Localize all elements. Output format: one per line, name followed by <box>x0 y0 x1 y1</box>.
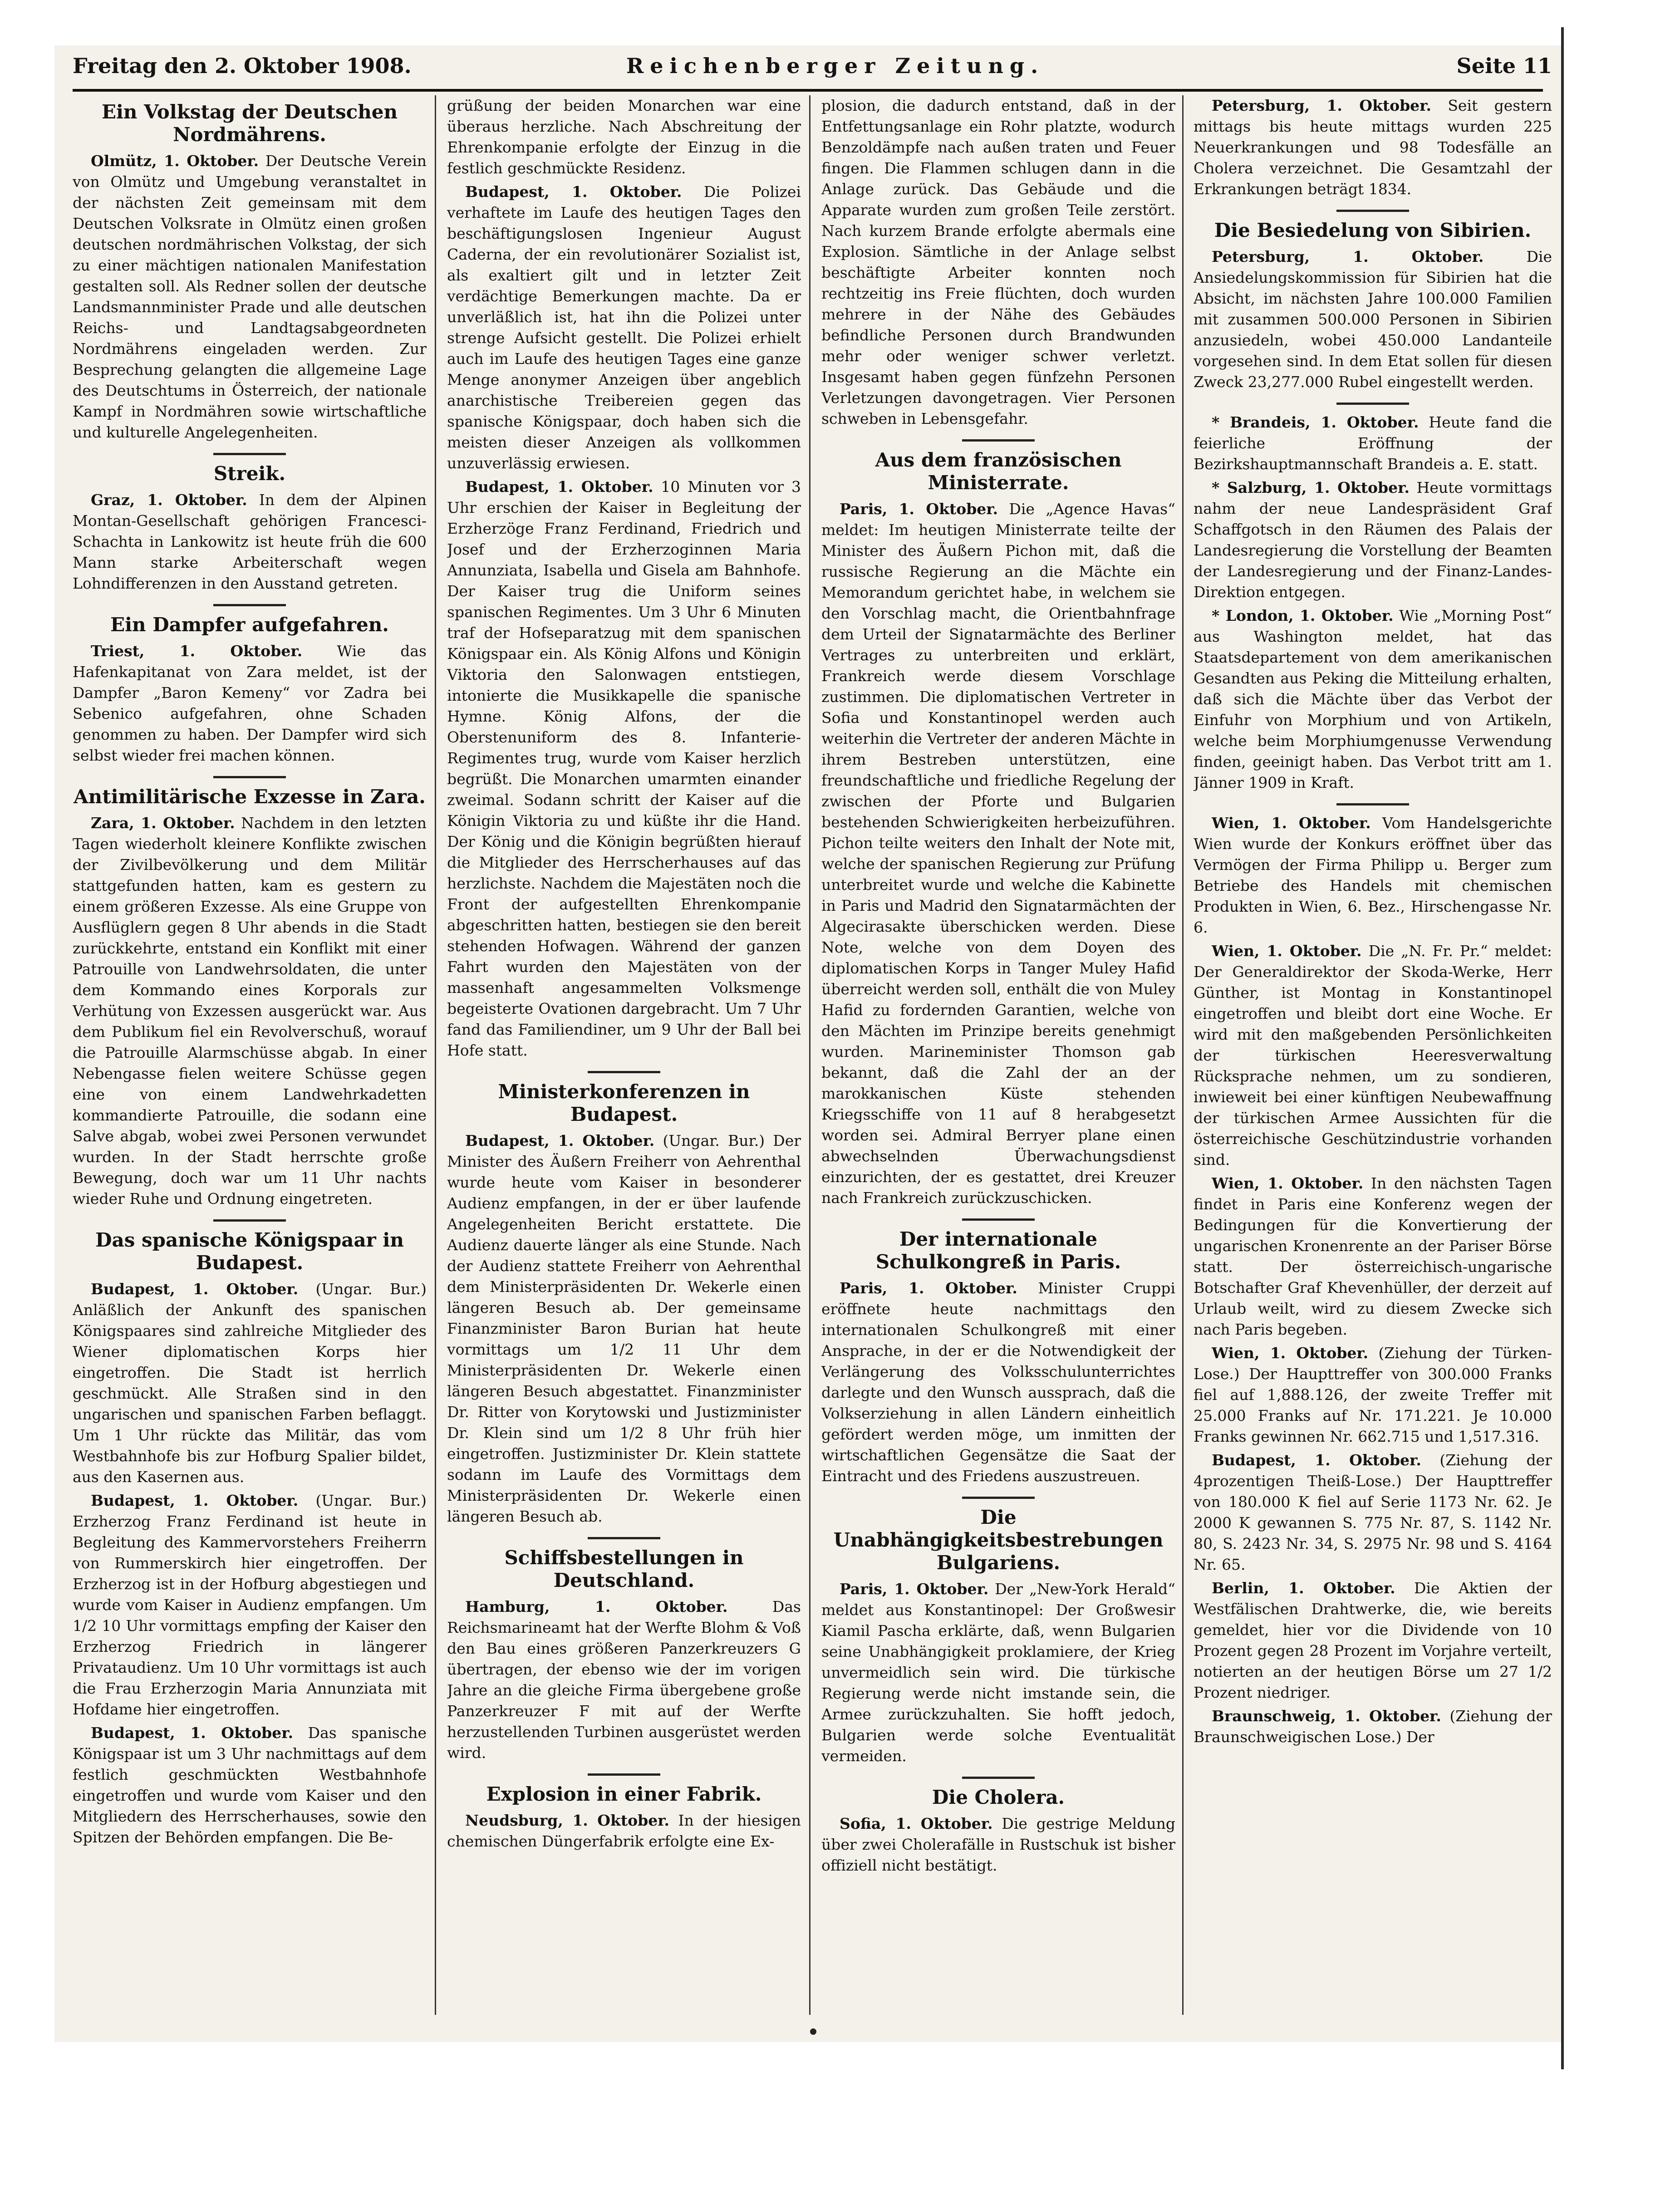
divider <box>588 1537 660 1539</box>
article-text: Die „N. Fr. Pr.“ meldet: Der Generaldirektor der Skoda-Werke, Herr Günther, ist Montag in Konstantinopel eingetroffen und bleibt dort eine Woche. Er wird mit den maßgebenden Persönlichkeiten der türkischen Heeresverwaltung Rücksprache nehmen, um zu sondieren, inwieweit bei einer künftigen Neubewaffnung der türkischen Armee Aussichten für die österreichische Geschützindustrie vorhanden sind. <box>1194 942 1552 1169</box>
dateline: * Salzburg, 1. Oktober. <box>1212 479 1410 496</box>
column-1 <box>73 95 427 2015</box>
article-title: Antimilitärische Exzesse in Zara. <box>74 786 426 808</box>
dateline: Budapest, 1. Oktober. <box>465 183 682 201</box>
article-text: Die Polizei verhaftete im Laufe des heutigen Tages den beschäftigungslosen Ingenieur August Caderna, der ein revolutionärer Sozialist ist, als exaltiert gilt und in letzter Zeit verdächtige Bemerkungen machte. Da er unverläßlich ist, hat ihn die Polizei unter strenge Aufsicht gestellt. Die Polizei erhielt auch im Laufe des heutigen Tages eine ganze Menge anonymer Anzeigen über angeblich anarchistische Treibereien gegen das spanische Königspaar, doch haben sich die meisten dieser Anzeigen als vollkommen unzuverlässig erwiesen. <box>447 183 801 472</box>
article-text: (Ziehung der Türken-Lose.) Der Haupttreffer von 300.000 Franks fiel auf 1,888.126, der zweite Treffer mit 25.000 Franks auf Nr. 171.221. Je 10.000 Franks gewinnen Nr. 662.715 und 1,517.316. <box>1194 1344 1552 1445</box>
divider <box>962 439 1035 442</box>
dateline: Paris, 1. Oktober. <box>840 500 998 518</box>
column-rule <box>1182 95 1184 2015</box>
divider <box>962 1777 1035 1779</box>
dateline: Budapest, 1. Oktober. <box>91 1492 299 1509</box>
dateline: Petersburg, 1. Oktober. <box>1212 97 1431 114</box>
header-rule <box>73 89 1543 92</box>
article-text: (Ungar. Bur.) Erzherzog Franz Ferdinand ist heute in Begleitung des Kammervorstehers Freiherrn von Rummerskirch hier eingetroffen. Der Erzherzog ist in der Hofburg abgestiegen und wurde vom Kaiser in Audienz empfangen. Um 1/2 10 Uhr vormittags empfing der Kaiser den Erzherzog Friedrich in längerer Privataudienz. Um 10 Uhr vormittags ist auch die Frau Erzherzogin Maria Annunziata mit Hofdame hier eingetroffen. <box>73 1492 427 1718</box>
divider <box>1336 210 1409 212</box>
dateline: Neudsburg, 1. Oktober. <box>465 1812 670 1829</box>
article-text: Heute vormittags nahm der neue Landespräsident Graf Schaffgotsch in den Räumen des Palais der Landesregierung die Vorstellung der Beamten der Landesregierung und der Finanz-Landes-Direktion entgegen. <box>1194 479 1552 601</box>
dateline: Sofia, 1. Oktober. <box>840 1815 993 1832</box>
article-text: Die gestrige Meldung über zwei Cholerafälle in Rustschuk ist bisher offiziell nicht bestätigt. <box>821 1815 1175 1874</box>
article-text: Heute fand die feierliche Eröffnung der Bezirkshauptmannschaft Brandeis a. E. statt. <box>1194 413 1552 473</box>
article-text: Der Deutsche Verein von Olmütz und Umgebung veranstaltet in der nächsten Zeit gemeinsam mit dem Deutschen Volksrate in Olmütz einen großen deutschen nordmährischen Volkstag, der sich zu einer mächtigen nationalen Manifestation gestalten soll. Als Redner sollen der deutsche Landsmannminister Prade und alle deutschen Reichs- und Landtagsabgeordneten Nordmährens eingeladen werden. Zur Besprechung gelangten die allgemeine Lage des Deutschtums in Österreich, der nationale Kampf in Nordmähren sowie wirtschaftliche und kulturelle Angelegenheiten. <box>73 152 427 441</box>
article-text: Seit gestern mittags bis heute mittags wurden 225 Neuerkrankungen und 98 Todesfälle an Cholera verzeichnet. Die Gesamtzahl der Erkrankungen beträgt 1834. <box>1194 97 1552 198</box>
article-text: 10 Minuten vor 3 Uhr erschien der Kaiser in Begleitung der Erzherzöge Franz Ferdinand, Friedrich und Josef und der Erzherzoginnen Maria Annunziata, Isabella und Gisela am Bahnhofe. Der Kaiser trug die Uniform seines spanischen Regimentes. Um 3 Uhr 6 Minuten traf der Hofseparatzug mit dem spanischen Königspaar ein. Als König Alfons und Königin Viktoria den Salonwagen entstiegen, intonierte die Musikkapelle die spanische Hymne. König Alfons, der die Oberstenuniform des 8. Infanterie-Regimentes trug, wurde vom Kaiser herzlich begrüßt. Die Monarchen umarmten einander zweimal. Sodann schritt der Kaiser auf die Königin Viktoria zu und küßte ihr die Hand. Der König und die Königin begrüßten hierauf die Mitglieder des Herrscherhauses auf das herzlichste. Nachdem die Majestäten noch die Front der aufgestellten Ehrenkompanie abgeschritten hatten, bestiegen sie den bereit stehenden Hofwagen. Während der ganzen Fahrt wurden den Majestäten von der massenhaft angesammelten Volksmenge begeisterte Ovationen dargebracht. Um 7 Uhr fand das Familiendiner, um 9 Uhr der Ball bei Hofe statt. <box>447 478 801 1059</box>
column-rule <box>809 95 811 2015</box>
dateline: Braunschweig, 1. Oktober. <box>1212 1707 1441 1725</box>
article-text: Der „New-York Herald“ meldet aus Konstantinopel: Der Großwesir Kiamil Pascha erklärte, daß, wenn Bulgarien seine Unabhängigkeit proklamiere, der Krieg unvermeidlich sein wird. Die türkische Regierung werde nicht imstande sein, die Armee zurückzuhalten. Sie hofft jedoch, Bulgarien werde solche Eventualität vermeiden. <box>821 1580 1175 1765</box>
dateline: * London, 1. Oktober. <box>1212 607 1394 624</box>
article-title: Ministerkonferenzen in Budapest. <box>498 1080 750 1125</box>
divider <box>213 453 286 455</box>
article-title: Ein Dampfer aufgefahren. <box>110 614 389 636</box>
dateline: Berlin, 1. Oktober. <box>1212 1579 1395 1597</box>
dateline: Wien, 1. Oktober. <box>1212 1174 1364 1192</box>
divider <box>962 1218 1035 1221</box>
dateline: Olmütz, 1. Oktober. <box>91 152 259 170</box>
article-title: Die Cholera. <box>932 1786 1065 1808</box>
article-text: (Ziehung der Braunschweigischen Lose.) Der <box>1194 1707 1552 1746</box>
dateline: Wien, 1. Oktober. <box>1212 942 1362 960</box>
dateline: Paris, 1. Oktober. <box>840 1279 1017 1297</box>
dateline: Budapest, 1. Oktober. <box>1212 1451 1421 1469</box>
divider <box>1336 403 1409 405</box>
article-text: (Ungar. Bur.) Der Minister des Äußern Freiherr von Aehrenthal wurde heute vom Kaiser in besonderer Audienz empfangen, in der er über laufende Angelegenheiten Bericht erstattete. Die Audienz dauerte länger als eine Stunde. Nach der Audienz stattete Freiherr von Aehrenthal dem Ministerpräsidenten Dr. Wekerle einen längeren Besuch ab. Der gemeinsame Finanzminister Baron Burian hat heute vormittags um 1/2 11 Uhr dem Ministerpräsidenten Dr. Wekerle einen längeren Besuch abgestattet. Finanzminister Dr. Ritter von Korytowski und Justizminister Dr. Klein sind um 1/2 8 Uhr früh hier eingetroffen. Justizminister Dr. Klein stattete sodann im Laufe des Vormittags dem Ministerpräsidenten Dr. Wekerle einen längeren Besuch ab. <box>447 1132 801 1525</box>
article-title: Schiffsbestellungen in Deutschland. <box>504 1547 744 1591</box>
column-2 <box>447 95 801 2015</box>
dateline: Budapest, 1. Oktober. <box>91 1280 299 1298</box>
article-title: Das spanische Königspaar in Budapest. <box>95 1229 404 1274</box>
page-header <box>73 54 1570 94</box>
article-text: Vom Handelsgerichte Wien wurde der Konkurs eröffnet über das Vermögen der Firma Philipp u. Berger zum Betriebe des Handels mit chemischen Produkten in Wien, 6. Bez., Hirschengasse Nr. 6. <box>1194 814 1552 936</box>
article-text: Nachdem in den letzten Tagen wiederholt kleinere Konflikte zwischen der Zivilbevölkerung und dem Militär stattgefunden hatten, kam es gestern zu einem größeren Exzesse. Als eine Gruppe von Ausflüglern gegen 8 Uhr abends in die Stadt zurückkehrte, entstand ein Konflikt mit einer Patrouille von Landwehrsoldaten, die unter dem Kommando eines Korporals zur Verhütung von Exzessen ausgerückt war. Aus dem Publikum fiel ein Revolverschuß, worauf die Patrouille Alarmschüsse abgab. In einer Nebengasse fielen weitere Schüsse gegen eine von einem Landwehrkadetten kommandierte Patrouille, die sodann eine Salve abgab, wobei zwei Personen verwundet wurden. In der Stadt herrschte große Bewegung, doch war um 11 Uhr nachts wieder Ruhe und Ordnung eingetreten. <box>73 814 427 1208</box>
dateline: Budapest, 1. Oktober. <box>465 1132 655 1149</box>
dateline: Zara, 1. Oktober. <box>91 814 235 832</box>
article-text: Das Reichsmarineamt hat der Werfte Blohm & Voß den Bau eines größeren Panzerkreuzers G übertragen, der ebenso wie der im vorigen Jahre an die gleiche Firma übergebene große Panzerkreuzer F mit auf der Werfte herzustellenden Turbinen ausgerüstet werden wird. <box>447 1598 801 1762</box>
article-title: Die Besiedelung von Sibirien. <box>1214 219 1532 241</box>
article-title: Ein Volkstag der Deutschen Nordmährens. <box>101 101 398 146</box>
dateline: Paris, 1. Oktober. <box>840 1580 989 1598</box>
article-text: Das spanische Königspaar ist um 3 Uhr nachmittags auf dem festlich geschmückten Westbahnhofe eingetroffen und wurde vom Kaiser und den Mitgliedern des Herrscherhauses, sowie den Spitzen der Behörden empfangen. Die Be- <box>73 1724 427 1846</box>
newspaper-title: Reichenberger Zeitung. <box>626 54 1045 78</box>
article-text: In der hiesigen chemischen Düngerfabrik erfolgte eine Ex- <box>447 1812 801 1850</box>
ink-dot <box>810 2028 816 2035</box>
divider <box>588 1071 660 1073</box>
article-text: Minister Cruppi eröffnete heute nachmittags den internationalen Schulkongreß mit einer Ansprache, in der er die Notwendigkeit der Verlängerung des Volksschulunterrichtes darlegte und den Wunsch aussprach, daß die Volkserziehung in allen Ländern einheitlich gefördert werden möge, um inmitten der wirtschaftlichen Gegensätze die Saat der Eintracht und des Friedens auszustreuen. <box>821 1279 1175 1485</box>
issue-date: Freitag den 2. Oktober 1908. <box>73 54 412 78</box>
divider <box>962 1497 1035 1499</box>
article-text: Die Aktien der Westfälischen Drahtwerke, die, wie bereits gemeldet, hier vor die Dividende von 10 Prozent gegen 28 Prozent im Vorjahre verteilt, notierten an der heutigen Börse um 27 1/2 Prozent niedriger. <box>1194 1579 1552 1701</box>
column-3 <box>821 95 1175 2015</box>
divider <box>213 776 286 778</box>
article-title: Die Unabhängigkeitsbestrebungen Bulgariens. <box>833 1506 1164 1574</box>
article-text: Die „Agence Havas“ meldet: Im heutigen Ministerrate teilte der Minister des Äußern Pichon mit, daß die russische Regierung an die Mächte ein Memorandum gerichtet habe, in welchem sie den Vorschlag macht, die Orientbahnfrage dem Urteil der Signatarmächte des Berliner Vertrages zu unterbreiten und erklärt, Frankreich werde diesem Vorschlage zustimmen. Die diplomatischen Vertreter in Sofia und Konstantinopel werden auch weiterhin die Vertreter der anderen Mächte in ihrem Bestreben unterstützen, eine freundschaftliche und friedliche Regelung der zwischen der Pforte und Bulgarien bestehenden Schwierigkeiten herbeizuführen. Pichon teilte weiters den Inhalt der Note mit, welche der spanischen Regierung zur Prüfung unterbreitet wurde und welche die Kabinette in Paris und Madrid den Signatarmächten der Algecirasakte überschicken werden. Diese Note, welche von dem Doyen des diplomatischen Korps in Tanger Muley Hafid überreicht werden soll, enthält die von Muley Hafid zu fordernden Garantien, welche von den Mächten im Prinzipe bereits genehmigt wurden. Marineminister Thomson gab bekannt, daß die Zahl der an der marokkanischen Küste stehenden Kriegsschiffe von 11 auf 8 herabgesetzt worden sei. Admiral Berryer plane einen abwechselnden Überwachungsdienst einzurichten, der es gestattet, drei Kreuzer nach Frankreich zurückzuschicken. <box>821 500 1175 1207</box>
article-text: In den nächsten Tagen findet in Paris eine Konferenz wegen der Bedingungen für die Konvertierung der ungarischen Kronenrente an der Pariser Börse statt. Der österreichisch-ungarische Botschafter Graf Khevenhüller, der derzeit auf Urlaub weilt, wird zu diesem Zwecke sich nach Paris begeben. <box>1194 1174 1552 1338</box>
article-text: grüßung der beiden Monarchen war eine überaus herzliche. Nach Abschreitung der Ehrenkompanie erfolgte der Einzug in die festlich geschmückte Residenz. <box>447 97 801 177</box>
article-text: Die Ansiedelungskommission für Sibirien hat die Absicht, im nächsten Jahre 100.000 Familien mit zusammen 500.000 Personen in Sibirien anzusiedeln, wobei 450.000 Landanteile vorgesehen sind. In dem Etat sollen für diesen Zweck 23,277.000 Rubel eingestellt werden. <box>1194 248 1552 391</box>
dateline: Wien, 1. Oktober. <box>1212 1344 1369 1362</box>
divider <box>588 1773 660 1776</box>
dateline: * Brandeis, 1. Oktober. <box>1212 413 1419 431</box>
dateline: Petersburg, 1. Oktober. <box>1212 248 1484 265</box>
dateline: Budapest, 1. Oktober. <box>91 1724 294 1742</box>
article-text: Wie „Morning Post“ aus Washington meldet, hat das Staatsdepartement von dem amerikanischen Gesandten aus Peking die Mitteilung erhalten, daß sich die Mächte über das Verbot der Einfuhr von Morphium und von Artikeln, welche beim Morphiumgenusse Verwendung finden, geeinigt haben. Das Verbot tritt am 1. Jänner 1909 in Kraft. <box>1194 607 1552 791</box>
page-edge <box>1561 27 1596 2069</box>
article-text: Wie das Hafenkapitanat von Zara meldet, ist der Dampfer „Baron Kemeny“ vor Zadra bei Sebenico aufgefahren, ohne Schaden genommen zu haben. Der Dampfer wird sich selbst wieder frei machen können. <box>73 642 427 764</box>
article-text: (Ziehung der 4prozentigen Theiß-Lose.) Der Haupttreffer von 180.000 K fiel auf Serie 1173 Nr. 62. Je 2000 K gewannen S. 775 Nr. 87, S. 1142 Nr. 80, S. 2423 Nr. 34, S. 2975 Nr. 98 und S. 4164 Nr. 65. <box>1194 1451 1552 1573</box>
article-text: plosion, die dadurch entstand, daß in der Entfettungsanlage ein Rohr platzte, wodurch Benzoldämpfe nach außen traten und Feuer fingen. Die Flammen schlugen dann in die Anlage zurück. Das Gebäude und die Apparate wurden zum großen Teile zerstört. Nach kurzem Brande erfolgte abermals eine Explosion. Sämtliche in der Anlage selbst beschäftigte Arbeiter konnten noch rechtzeitig ins Freie flüchten, doch wurden mehrere in der Nähe des Gebäudes befindliche Personen durch Brandwunden mehr oder weniger schwer verletzt. Insgesamt haben gegen fünfzehn Personen Verletzungen davongetragen. Vier Personen schweben in Lebensgefahr. <box>821 97 1175 427</box>
article-text: In dem der Alpinen Montan-Gesellschaft gehörigen Francesci-Schachta in Lankowitz ist heute früh die 600 Mann starke Arbeiterschaft wegen Lohndifferenzen in den Ausstand getreten. <box>73 491 427 592</box>
dateline: Hamburg, 1. Oktober. <box>465 1598 728 1616</box>
article-title: Der internationale Schulkongreß in Paris. <box>875 1228 1121 1273</box>
divider <box>213 1219 286 1222</box>
dateline: Graz, 1. Oktober. <box>91 491 247 509</box>
article-title: Streik. <box>213 462 286 485</box>
article-text: (Ungar. Bur.) Anläßlich der Ankunft des spanischen Königspaares sind zahlreiche Mitglieder des Wiener diplomatischen Korps hier eingetroffen. Die Stadt ist herrlich geschmückt. Alle Straßen sind in den ungarischen und spanischen Farben beflaggt. Um 1 Uhr rückte das Militär, das vom Westbahnhofe bis zur Hofburg Spalier bildet, aus den Kasernen aus. <box>73 1280 427 1486</box>
divider <box>213 604 286 606</box>
article-title: Explosion in einer Fabrik. <box>486 1783 762 1805</box>
article-title: Aus dem französischen Ministerrate. <box>875 449 1122 494</box>
column-4 <box>1194 95 1552 2015</box>
column-rule <box>435 95 436 2015</box>
page-number: Seite 11 <box>1456 54 1552 78</box>
dateline: Triest, 1. Oktober. <box>91 642 303 660</box>
dateline: Wien, 1. Oktober. <box>1212 814 1371 832</box>
dateline: Budapest, 1. Oktober. <box>465 478 653 496</box>
divider <box>1336 803 1409 805</box>
